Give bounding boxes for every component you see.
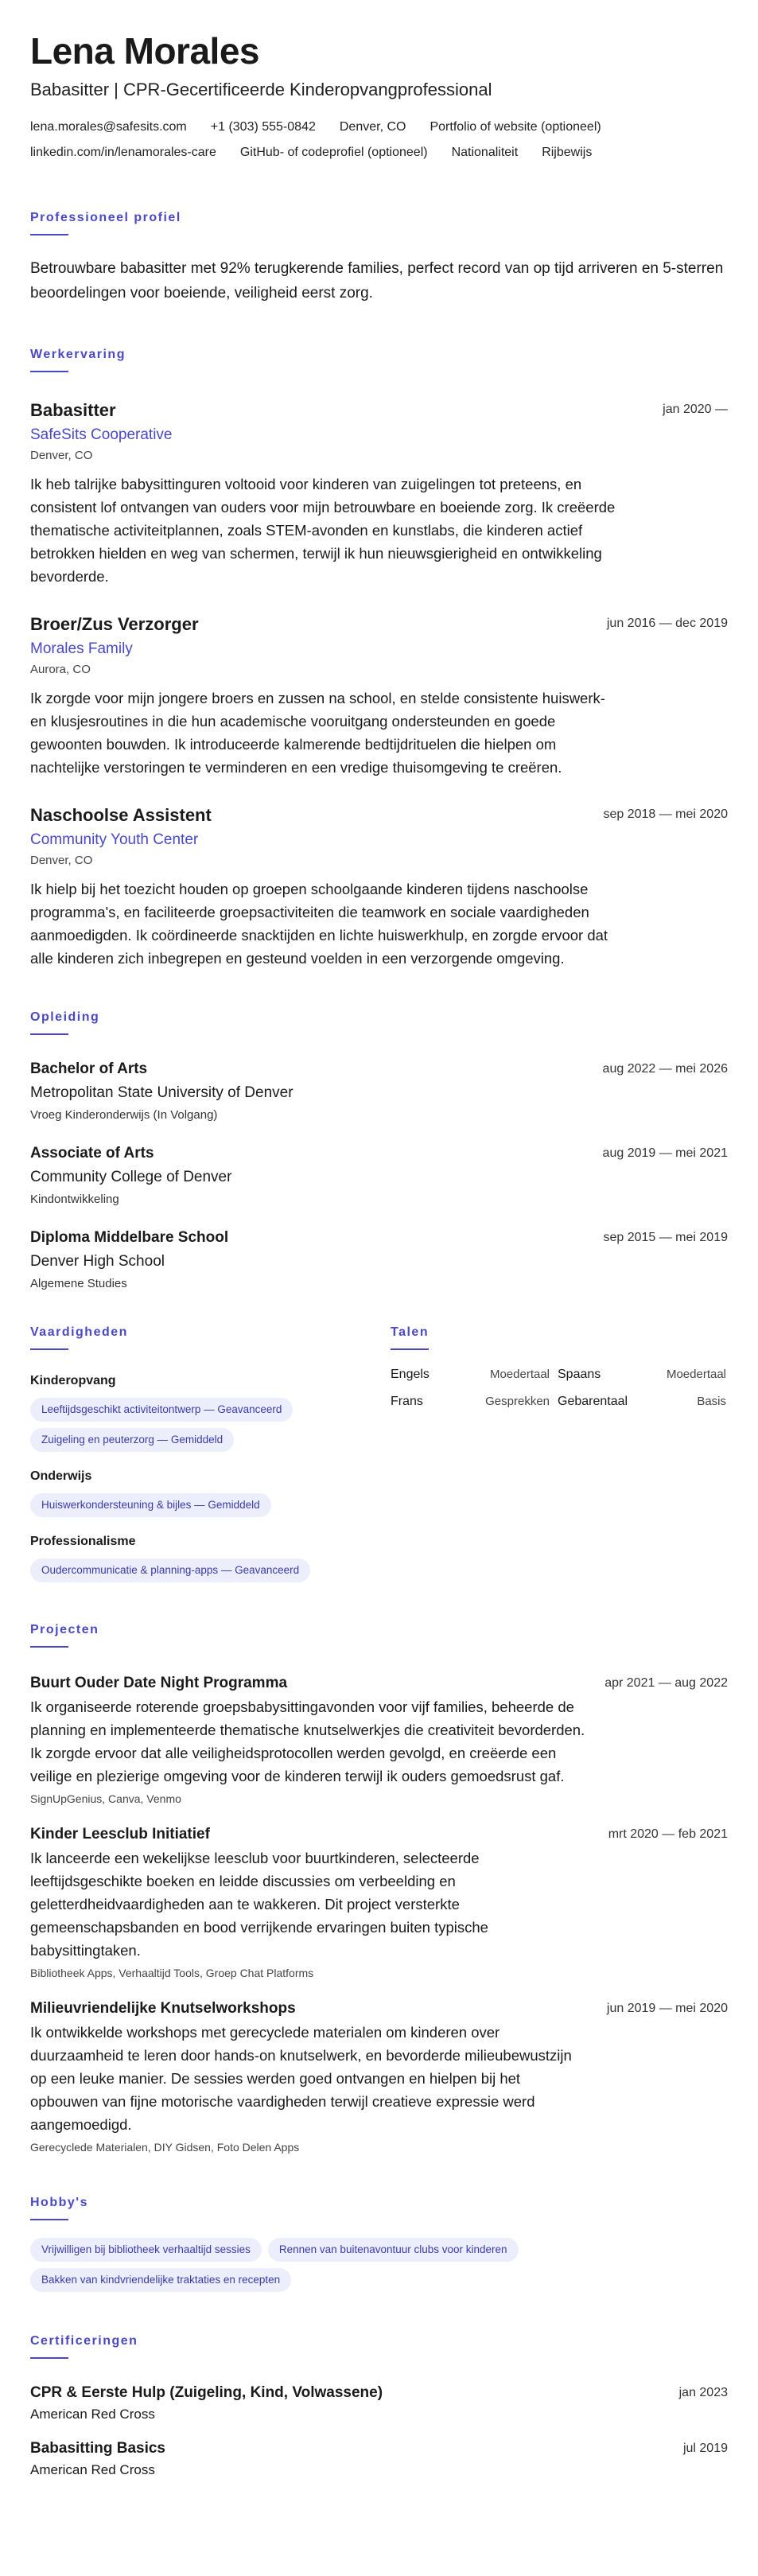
skill-group-title: Professionalisme — [30, 1535, 136, 1548]
contact-email[interactable]: lena.morales@safesits.com — [30, 120, 187, 134]
job-date: sep 2018 — mei 2020 — [603, 807, 728, 821]
project-tools: Bibliotheek Apps, Verhaaltijd Tools, Groep Chat Platforms — [30, 1967, 314, 1979]
education-date: aug 2019 — mei 2021 — [602, 1146, 728, 1160]
study-field: Algemene Studies — [30, 1277, 127, 1290]
section-divider — [30, 2219, 68, 2220]
section-title-hobbies: Hobby's — [30, 2196, 88, 2209]
education-entry — [30, 1228, 728, 1293]
skills-section — [30, 1325, 391, 1582]
degree-title: Associate of Arts — [30, 1145, 154, 1162]
section-divider — [391, 1348, 429, 1350]
project-entry — [30, 1673, 728, 1807]
section-title-skills: Vaardigheden — [30, 1325, 128, 1339]
degree-title: Bachelor of Arts — [30, 1060, 148, 1077]
language-name: Gebarentaal — [558, 1395, 628, 1408]
certifications-section — [30, 2333, 728, 2480]
project-date: mrt 2020 — feb 2021 — [608, 1827, 728, 1841]
job-employer: Morales Family — [30, 640, 133, 657]
skill-chip-list — [30, 1398, 391, 1452]
language-level: Moedertaal — [489, 1368, 550, 1381]
skill-group — [30, 1372, 391, 1452]
contact-license: Rijbewijs — [542, 146, 593, 159]
study-field: Vroeg Kinderonderwijs (In Volgang) — [30, 1108, 218, 1122]
skill-chip: Huiswerkondersteuning & bijles — Gemiddeld — [30, 1493, 271, 1517]
project-title: Milieuvriendelijke Knutselworkshops — [30, 2000, 296, 2017]
profile-summary: Betrouwbare babasitter met 92% terugkerende families, perfect record van op tijd arriveren en 5-sterren beoordelingen voor boeiende, veiligheid eerst zorg. — [30, 260, 724, 302]
job-date: jun 2016 — dec 2019 — [606, 617, 728, 630]
project-title: Buurt Ouder Date Night Programma — [30, 1675, 288, 1691]
job-title: Naschoolse Assistent — [30, 805, 212, 825]
certification-entry — [30, 2438, 728, 2480]
language-name: Frans — [391, 1395, 423, 1408]
education-entry — [30, 1143, 728, 1208]
job-description: Ik heb talrijke babysittinguren voltooid voor kinderen van zuigelingen tot preteens, en consistent lof ontvangen van ouders voor mijn betrouwbare en boeiende zorg. Ik creëerde thematische activiteitplannen, zoals STEM-avonden en kunstlabs, die kinderen actief betrokken hielden en weg van schermen, terwijl ik hun nieuwsgierigheid en ontwikkeling bevorderde. — [30, 476, 616, 585]
section-divider — [30, 1348, 68, 1350]
language-name: Spaans — [558, 1368, 601, 1381]
job-description: Ik zorgde voor mijn jongere broers en zussen na school, en stelde consistente huiswerk- en klusjesroutines in die hun academische vooruitgang ondersteunden en goede gewoonten bouwden. Ik introduceerde kalmerende bedtijdrituelen die hielpen om nachtelijke verstoringen te verminderen en een vredige thuisomgeving te creëren. — [30, 690, 605, 776]
project-description: Ik ontwikkelde workshops met gerecyclede materialen om kinderen over duurzaamheid te leren door hands-on knutselwerk, en bevorderde milieubewustzijn op een leuke manier. De sessies werden goed ontvangen en hielpen bij het opbouwen van fijne motorische vaardigheden terwijl creatieve expressie werd aangemoedigd. — [30, 2024, 572, 2133]
education-date: aug 2022 — mei 2026 — [602, 1062, 728, 1076]
section-title-languages: Talen — [391, 1325, 430, 1339]
language-item — [391, 1366, 550, 1383]
contact-nationality: Nationaliteit — [451, 146, 519, 159]
project-entry — [30, 1998, 728, 2155]
skill-chip-list — [30, 1558, 391, 1582]
section-divider — [30, 1646, 68, 1648]
language-level: Basis — [697, 1395, 726, 1408]
job-title: Broer/Zus Verzorger — [30, 614, 199, 634]
project-description: Ik organiseerde roterende groepsbabysittingavonden voor vijf families, beheerde de planning en implementeerde thematische knutselwerkjes die creativiteit bevorderden. Ik zorgde ervoor dat alle veiligheidsprotocollen werden gevolgd, en creëerde een veilige en plezierige omgeving voor de kinderen terwijl ik ouders gemoedsrust gaf. — [30, 1699, 585, 1784]
job-location: Denver, CO — [30, 854, 93, 867]
certification-title: CPR & Eerste Hulp (Zuigeling, Kind, Volwassene) — [30, 2384, 383, 2401]
skill-group — [30, 1533, 391, 1582]
candidate-title: Babasitter | CPR-Gecertificeerde Kinderopvangprofessional — [30, 80, 492, 99]
hobby-chip-list — [30, 2238, 635, 2292]
section-title-projects: Projecten — [30, 1623, 99, 1636]
contact-github[interactable]: GitHub- of codeprofiel (optioneel) — [239, 146, 428, 159]
skill-chip: Leeftijdsgeschikt activiteitontwerp — Geavanceerd — [30, 1398, 293, 1422]
skill-group-title: Kinderopvang — [30, 1374, 116, 1387]
hobby-chip: Vrijwilligen bij bibliotheek verhaaltijd sessies — [30, 2238, 262, 2262]
hobby-chip: Bakken van kindvriendelijke traktaties en recepten — [30, 2268, 291, 2292]
section-title-certifications: Certificeringen — [30, 2334, 138, 2348]
contact-list — [30, 119, 714, 161]
section-divider — [30, 371, 68, 372]
degree-title: Diploma Middelbare School — [30, 1229, 229, 1246]
profile-section — [30, 210, 728, 305]
job-title: Babasitter — [30, 400, 116, 420]
experience-section — [30, 347, 728, 970]
section-divider — [30, 234, 68, 235]
certification-date: jul 2019 — [682, 2442, 728, 2455]
job-date: jan 2020 — — [663, 403, 728, 416]
section-divider — [30, 1033, 68, 1035]
skill-group — [30, 1468, 391, 1517]
education-entry — [30, 1059, 728, 1124]
experience-entry — [30, 613, 728, 779]
job-location: Aurora, CO — [30, 663, 91, 676]
certification-title: Babasitting Basics — [30, 2440, 165, 2457]
study-field: Kindontwikkeling — [30, 1193, 119, 1206]
language-item — [558, 1393, 726, 1411]
candidate-name: Lena Morales — [30, 30, 259, 72]
languages-section — [391, 1325, 728, 1582]
language-item — [391, 1393, 550, 1411]
education-date: sep 2015 — mei 2019 — [603, 1231, 728, 1244]
school-name: Community College of Denver — [30, 1169, 232, 1185]
project-date: apr 2021 — aug 2022 — [604, 1676, 728, 1690]
job-employer: Community Youth Center — [30, 831, 199, 848]
skill-group-title: Onderwijs — [30, 1469, 92, 1483]
hobby-chip: Rennen van buitenavontuur clubs voor kinderen — [268, 2238, 519, 2262]
project-tools: SignUpGenius, Canva, Venmo — [30, 1792, 181, 1805]
section-title-education: Opleiding — [30, 1010, 100, 1024]
certification-entry — [30, 2383, 728, 2424]
job-employer: SafeSits Cooperative — [30, 426, 173, 443]
certification-issuer: American Red Cross — [30, 2462, 155, 2477]
experience-entry — [30, 399, 728, 588]
job-description: Ik hielp bij het toezicht houden op groepen schoolgaande kinderen tijdens naschoolse programma's, en faciliteerde groepsactiviteiten die teamwork en sociale vaardigheden aanmoedigden. Ik coördineerde snacktijden en lichte huiswerkhulp, en zorgde ervoor dat alle kinderen zich inbegrepen en gesteund voelden in een verzorgende omgeving. — [30, 881, 608, 967]
certification-issuer: American Red Cross — [30, 2407, 155, 2422]
school-name: Metropolitan State University of Denver — [30, 1084, 293, 1101]
project-tools: Gerecyclede Materialen, DIY Gidsen, Foto Delen Apps — [30, 2141, 300, 2154]
skill-chip: Oudercommunicatie & planning-apps — Geavanceerd — [30, 1558, 310, 1582]
experience-entry — [30, 804, 728, 970]
contact-phone[interactable]: +1 (303) 555-0842 — [210, 120, 316, 134]
project-entry — [30, 1824, 728, 1981]
resume-header — [30, 29, 728, 161]
projects-section — [30, 1622, 728, 2155]
language-level: Moedertaal — [666, 1368, 726, 1381]
section-divider — [30, 2357, 68, 2359]
contact-portfolio[interactable]: Portfolio of website (optioneel) — [430, 120, 601, 134]
job-location: Denver, CO — [30, 449, 93, 462]
project-description: Ik lanceerde een wekelijkse leesclub voor buurtkinderen, selecteerde leeftijdsgeschikte boeken en leidde discussies om verbeelding en geletterdheidvaardigheden aan te wakkeren. Dit project versterkte gemeenschapsbanden en bood verrijkende ervaringen buiten typische babysittingtaken. — [30, 1850, 488, 1959]
language-item — [558, 1366, 726, 1383]
contact-location: Denver, CO — [339, 120, 406, 134]
skills-languages-row — [30, 1325, 728, 1582]
hobbies-section — [30, 2195, 728, 2292]
certification-date: jan 2023 — [678, 2386, 728, 2399]
school-name: Denver High School — [30, 1253, 165, 1270]
section-title-profile: Professioneel profiel — [30, 211, 181, 224]
language-name: Engels — [391, 1368, 430, 1381]
project-date: jun 2019 — mei 2020 — [606, 2002, 728, 2015]
section-title-experience: Werkervaring — [30, 348, 126, 361]
language-list — [391, 1366, 728, 1411]
language-level: Gesprekken — [485, 1395, 550, 1408]
skill-chip-list — [30, 1493, 391, 1517]
education-section — [30, 1010, 728, 1293]
skill-chip: Zuigeling en peuterzorg — Gemiddeld — [30, 1428, 234, 1452]
project-title: Kinder Leesclub Initiatief — [30, 1826, 210, 1843]
contact-linkedin[interactable]: linkedin.com/in/lenamorales-care — [30, 146, 216, 159]
